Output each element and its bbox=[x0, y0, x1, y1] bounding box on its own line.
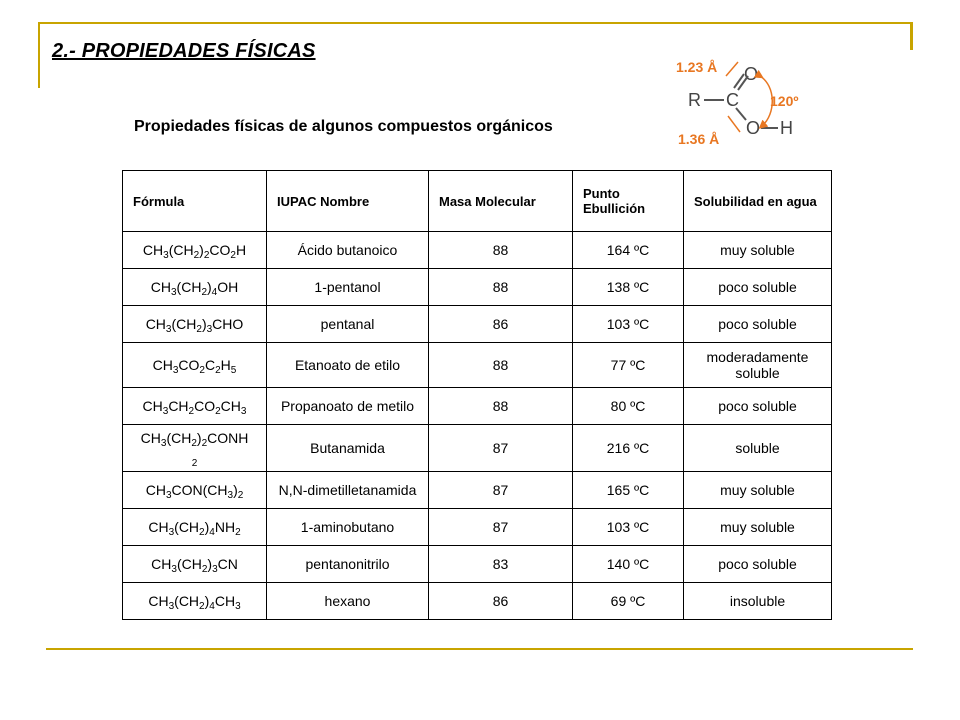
cell-formula: $CH_3(CH_2)_2CONH$ $_2$ bbox=[123, 425, 267, 472]
top-right-divider bbox=[910, 22, 913, 50]
table-header-row bbox=[123, 171, 832, 232]
cell-formula: $CH_3(CH_2)_3CN$ bbox=[123, 546, 267, 583]
header-solubility: Solubilidad en agua bbox=[684, 171, 832, 232]
table-row bbox=[123, 388, 832, 425]
bottom-divider bbox=[46, 648, 913, 650]
atom-h: H bbox=[780, 118, 793, 138]
cell-boiling: 103 ºC bbox=[573, 306, 684, 343]
cell-mass: 83 bbox=[429, 546, 573, 583]
bond-length-tick-top bbox=[726, 62, 738, 76]
atom-o-bottom: O bbox=[746, 118, 761, 138]
cell-solubility: poco soluble bbox=[684, 388, 832, 425]
cell-boiling: 216 ºC bbox=[573, 425, 684, 472]
bond-c-o-single bbox=[736, 108, 746, 120]
cell-solubility: insoluble bbox=[684, 583, 832, 620]
table-row bbox=[123, 509, 832, 546]
atom-o-top: O bbox=[744, 64, 759, 84]
cell-mass: 87 bbox=[429, 425, 573, 472]
bond-c-o-double-a bbox=[734, 74, 744, 88]
cell-mass: 88 bbox=[429, 269, 573, 306]
cell-formula: $CH_3(CH_2)_4CH_3$ bbox=[123, 583, 267, 620]
cell-mass: 86 bbox=[429, 306, 573, 343]
cell-solubility: muy soluble bbox=[684, 232, 832, 269]
cell-mass: 88 bbox=[429, 343, 573, 388]
cell-solubility: poco soluble bbox=[684, 546, 832, 583]
cell-boiling: 80 ºC bbox=[573, 388, 684, 425]
cell-formula: $CH_3(CH_2)_2CO_2H$ bbox=[123, 232, 267, 269]
table-row bbox=[123, 306, 832, 343]
bond-angle-label: 120º bbox=[770, 93, 799, 109]
cell-solubility: muy soluble bbox=[684, 472, 832, 509]
cell-mass: 87 bbox=[429, 509, 573, 546]
header-name: IUPAC Nombre bbox=[267, 171, 429, 232]
atom-c: C bbox=[726, 90, 739, 110]
cell-formula: $CH_3CO_2C_2H_5$ bbox=[123, 343, 267, 388]
cell-name: Ácido butanoico bbox=[267, 232, 429, 269]
cell-boiling: 103 ºC bbox=[573, 509, 684, 546]
cell-name: hexano bbox=[267, 583, 429, 620]
cell-boiling: 138 ºC bbox=[573, 269, 684, 306]
cell-name: 1-pentanol bbox=[267, 269, 429, 306]
cell-solubility: muy soluble bbox=[684, 509, 832, 546]
cell-name: pentanonitrilo bbox=[267, 546, 429, 583]
table-row bbox=[123, 232, 832, 269]
atom-r: R bbox=[688, 90, 701, 110]
cell-solubility: moderadamente soluble bbox=[684, 343, 832, 388]
cell-boiling: 69 ºC bbox=[573, 583, 684, 620]
properties-table bbox=[122, 170, 832, 620]
cell-solubility: poco soluble bbox=[684, 306, 832, 343]
table-row bbox=[123, 425, 832, 472]
cell-formula: $CH_3(CH_2)_4OH$ bbox=[123, 269, 267, 306]
bond-length-label-bottom: 1.36 Å bbox=[678, 131, 720, 147]
table-row bbox=[123, 583, 832, 620]
cell-formula: $CH_3CON(CH_3)_2$ bbox=[123, 472, 267, 509]
cell-boiling: 77 ºC bbox=[573, 343, 684, 388]
slide-subtitle: Propiedades físicas de algunos compuestos orgánicos bbox=[134, 118, 553, 135]
bond-length-label-top: 1.23 Å bbox=[676, 59, 718, 75]
cell-mass: 88 bbox=[429, 232, 573, 269]
table-row bbox=[123, 546, 832, 583]
cell-mass: 86 bbox=[429, 583, 573, 620]
header-mass: Masa Molecular bbox=[429, 171, 573, 232]
cell-mass: 87 bbox=[429, 472, 573, 509]
cell-mass: 88 bbox=[429, 388, 573, 425]
cell-boiling: 165 ºC bbox=[573, 472, 684, 509]
carboxyl-structure-diagram bbox=[664, 54, 824, 150]
table-body bbox=[123, 232, 832, 620]
top-divider bbox=[40, 22, 913, 24]
cell-solubility: soluble bbox=[684, 425, 832, 472]
header-boiling: Punto Ebullición bbox=[573, 171, 684, 232]
slide-heading: 2.- PROPIEDADES FÍSICAS bbox=[52, 40, 316, 62]
table-row bbox=[123, 343, 832, 388]
cell-name: Etanoato de etilo bbox=[267, 343, 429, 388]
cell-name: Propanoato de metilo bbox=[267, 388, 429, 425]
cell-boiling: 140 ºC bbox=[573, 546, 684, 583]
cell-solubility: poco soluble bbox=[684, 269, 832, 306]
cell-formula: $CH_3(CH_2)_4NH_2$ bbox=[123, 509, 267, 546]
cell-name: Butanamida bbox=[267, 425, 429, 472]
cell-formula: $CH_3(CH_2)_3CHO$ bbox=[123, 306, 267, 343]
bond-length-tick-bottom bbox=[728, 116, 740, 132]
left-divider bbox=[38, 22, 40, 88]
cell-name: N,N-dimetilletanamida bbox=[267, 472, 429, 509]
cell-boiling: 164 ºC bbox=[573, 232, 684, 269]
header-formula: Fórmula bbox=[123, 171, 267, 232]
table-row bbox=[123, 472, 832, 509]
table-row bbox=[123, 269, 832, 306]
cell-name: 1-aminobutano bbox=[267, 509, 429, 546]
cell-name: pentanal bbox=[267, 306, 429, 343]
cell-formula: $CH_3CH_2CO_2CH_3$ bbox=[123, 388, 267, 425]
